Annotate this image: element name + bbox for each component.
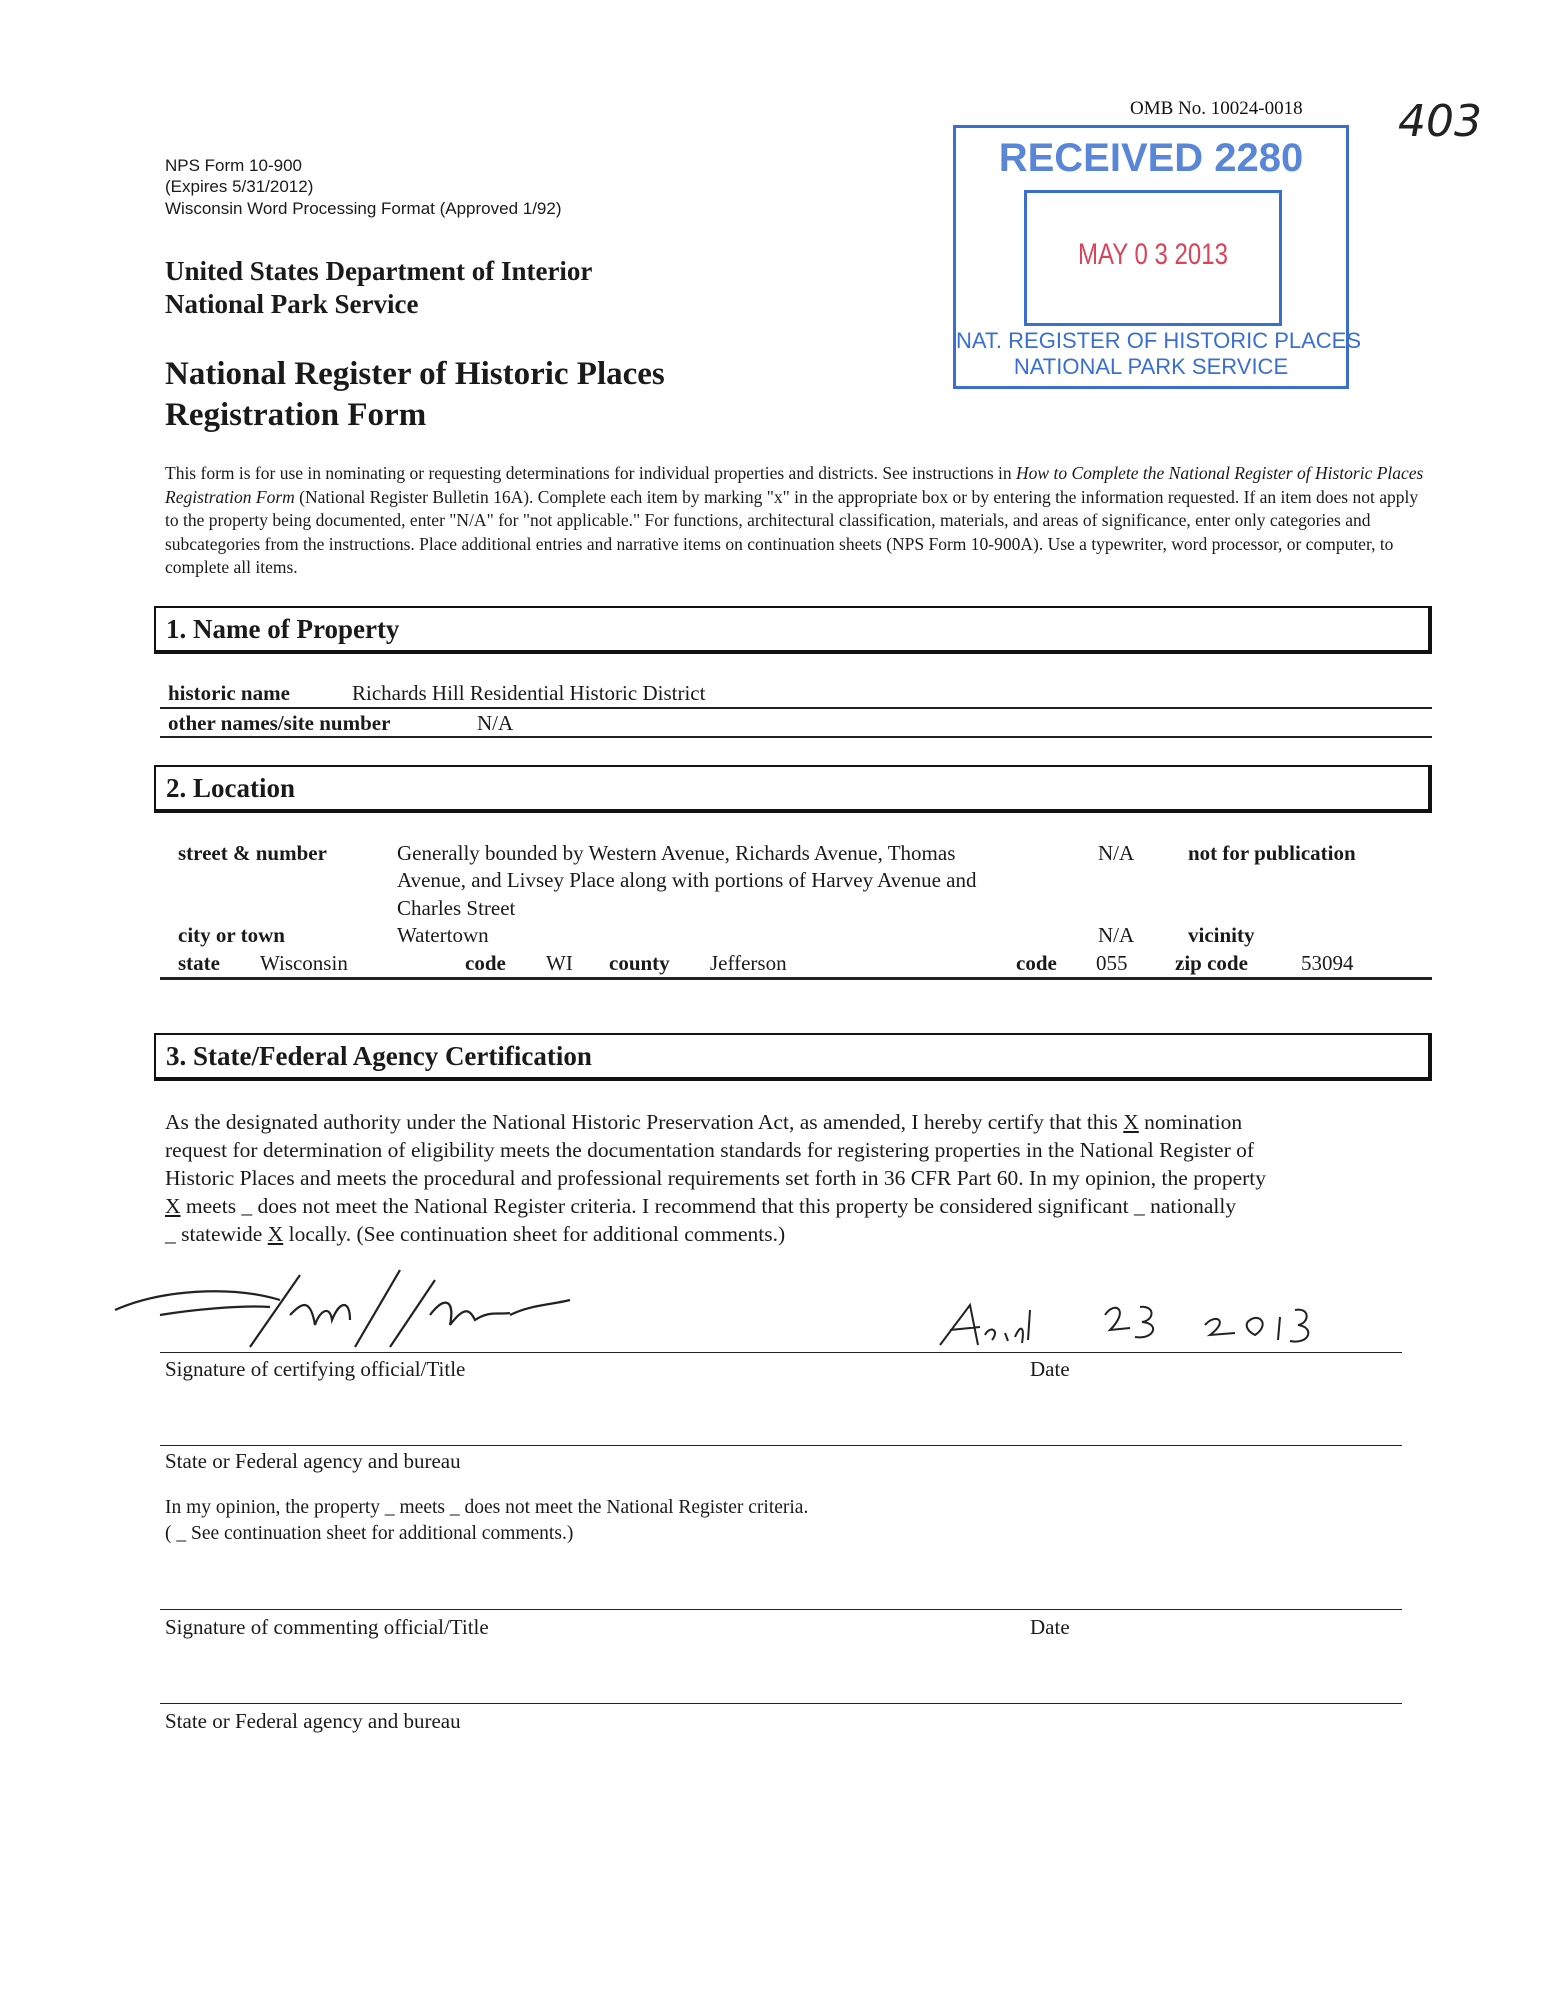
historic-name-label: historic name	[168, 681, 290, 705]
historic-name-value: Richards Hill Residential Historic District	[352, 681, 706, 705]
handwritten-page-number: 403	[1398, 96, 1482, 147]
vicinity-label: vicinity	[1188, 923, 1255, 947]
county-code-label: code	[1016, 951, 1057, 975]
state-value: Wisconsin	[260, 951, 348, 975]
other-names-label: other names/site number	[168, 711, 391, 735]
opinion-line1: In my opinion, the property _ meets _ does not meet the National Register criteria.	[165, 1497, 809, 1518]
section1-header: 1. Name of Property	[154, 606, 1432, 654]
stamp-date: MAY 0 3 2013	[1078, 238, 1228, 271]
date-label: Date	[1030, 1357, 1070, 1381]
opinion-line2: ( _ See continuation sheet for additional comments.)	[165, 1523, 574, 1544]
state-code-label: code	[465, 951, 506, 975]
form-title: National Register of Historic Places	[165, 356, 665, 392]
omb-number: OMB No. 10024-0018	[1130, 98, 1303, 119]
department-name: United States Department of Interior	[165, 256, 593, 286]
form-number: NPS Form 10-900	[165, 156, 302, 175]
county-code-value: 055	[1096, 951, 1128, 975]
street-na: N/A	[1098, 841, 1135, 865]
form-expiry: (Expires 5/31/2012)	[165, 177, 314, 196]
street-label: street & number	[178, 841, 327, 865]
form-format: Wisconsin Word Processing Format (Approved 1/92)	[165, 199, 562, 218]
county-label: county	[609, 951, 670, 975]
service-name: National Park Service	[165, 289, 419, 319]
handwritten-date	[930, 1295, 1350, 1350]
stamp-line1: NAT. REGISTER OF HISTORIC PLACES	[956, 328, 1362, 353]
agency-label: State or Federal agency and bureau	[165, 1449, 461, 1473]
city-na: N/A	[1098, 923, 1135, 947]
section3-header: 3. State/Federal Agency Certification	[154, 1033, 1432, 1081]
not-for-publication-label: not for publication	[1188, 841, 1356, 865]
commenting-date-label: Date	[1030, 1615, 1070, 1639]
received-stamp	[953, 125, 1362, 389]
zip-value: 53094	[1301, 951, 1354, 975]
state-code-value: WI	[546, 951, 573, 975]
county-value: Jefferson	[710, 951, 787, 975]
form-subtitle: Registration Form	[165, 397, 427, 433]
section2-header: 2. Location	[154, 765, 1432, 813]
signature-certifying-official	[100, 1255, 620, 1350]
city-label: city or town	[178, 923, 285, 947]
signature-label: Signature of certifying official/Title	[165, 1357, 466, 1381]
street-line2: Avenue, and Livsey Place along with portions of Harvey Avenue and	[397, 868, 977, 892]
stamp-received-text: RECEIVED 2280	[998, 136, 1304, 180]
zip-label: zip code	[1175, 951, 1248, 975]
other-names-value: N/A	[477, 711, 514, 735]
instructions-text: This form is for use in nominating or requesting determinations for individual properties and districts. See instructions in How to Complete the National Register of Historic Places Registration Form (National Register Bulletin 16A). Complete each item by marking "x" in the appropriate box or by entering the information requested. If an item does not apply to the property being documented, enter "N/A" for "not applicable." For functions, architectural classification, materials, and areas of significance, enter only categories and subcategories from the instructions. Place additional entries and narrative items on continuation sheets (NPS Form 10-900A). Use a typewriter, word processor, or computer, to complete all items.	[165, 463, 1424, 578]
street-line3: Charles Street	[397, 896, 516, 920]
street-line1: Generally bounded by Western Avenue, Richards Avenue, Thomas	[397, 841, 956, 865]
state-label: state	[178, 951, 220, 975]
stamp-line2: NATIONAL PARK SERVICE	[1013, 354, 1289, 379]
commenting-signature-label: Signature of commenting official/Title	[165, 1615, 489, 1639]
city-value: Watertown	[397, 923, 489, 947]
certification-text: As the designated authority under the National Historic Preservation Act, as amended, I hereby certify that this X nomination request for determination of eligibility meets the documentation standards for registering properties in the National Register of Historic Places and meets the procedural and professional requirements set forth in 36 CFR Part 60. In my opinion, the property X meets _ does not meet the National Register criteria. I recommend that this property be considered significant _ nationally _ statewide X locally. (See continuation sheet for additional comments.)	[165, 1110, 1267, 1246]
agency2-label: State or Federal agency and bureau	[165, 1709, 461, 1733]
